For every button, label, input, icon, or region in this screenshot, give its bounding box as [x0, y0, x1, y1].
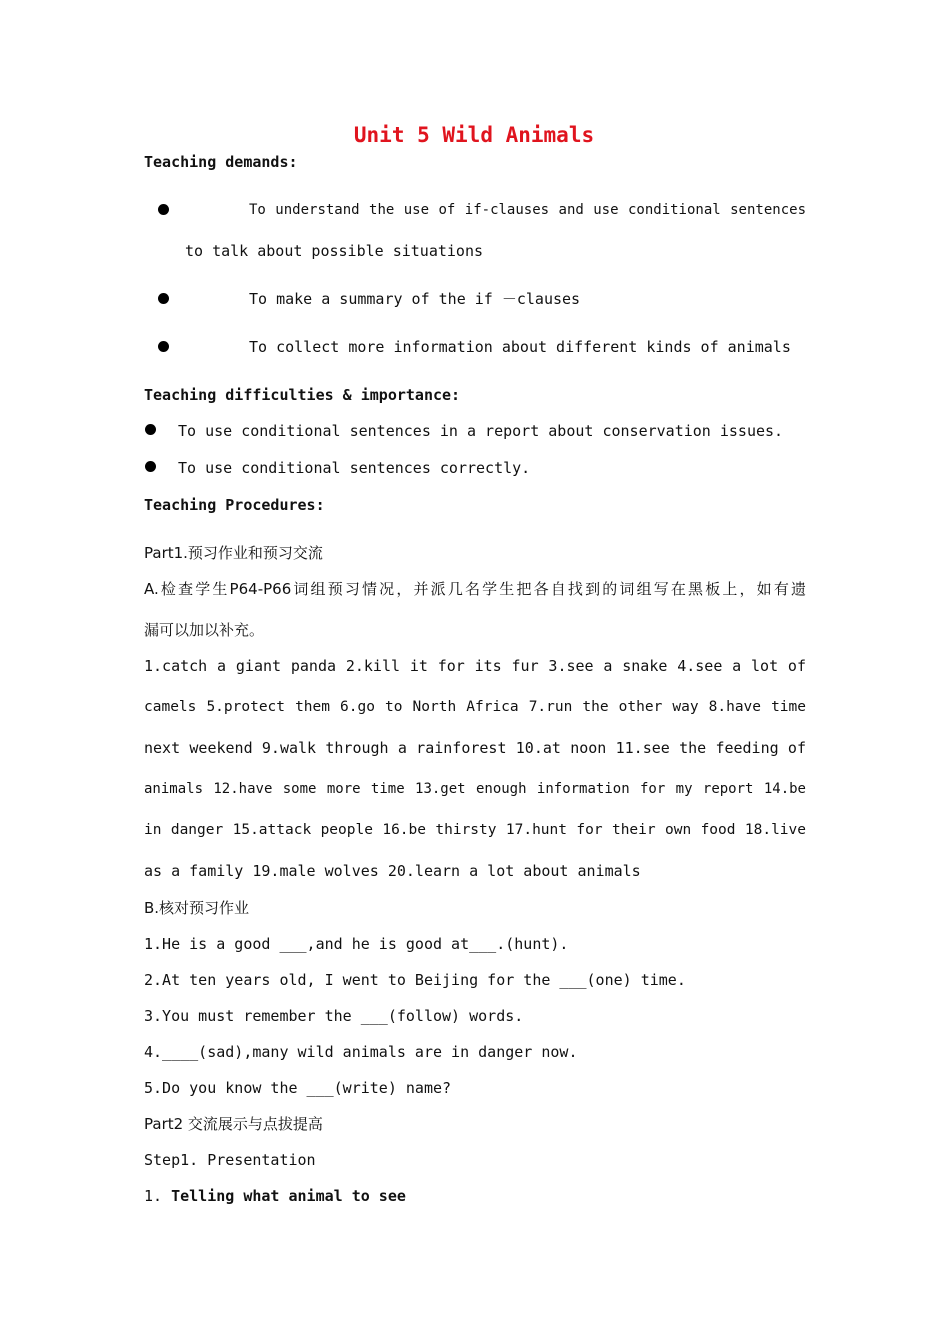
bullet-icon [145, 424, 156, 435]
part1-a-line2: 漏可以加以补充。 [144, 621, 265, 639]
phrase-line-2: camels 5.protect them 6.go to North Africa 7.run the other way 8.have time [144, 699, 806, 715]
teaching-difficulties-heading: Teaching difficulties & importance: [144, 386, 461, 404]
document-title: Unit 5 Wild Animals [353, 123, 595, 147]
demand-item-1-line1: To understand the use of if-clauses and use conditional sentences [249, 202, 806, 218]
demand-item-3: To collect more information about different kinds of animals [249, 338, 791, 356]
step1-heading: Step1. Presentation [144, 1151, 316, 1169]
difficulty-item-2: To use conditional sentences correctly. [178, 459, 531, 477]
demand-item-1-line2: to talk about possible situations [185, 242, 484, 260]
bullet-icon [158, 341, 169, 352]
phrase-line-4: animals 12.have some more time 13.get enough information for my report 14.be [144, 781, 806, 797]
presentation-item-1-text: Telling what animal to see [171, 1187, 406, 1205]
presentation-item-1 [144, 1186, 406, 1206]
phrase-line-6: as a family 19.male wolves 20.learn a lot about animals [144, 862, 641, 880]
exercise-5: 5.Do you know the ___(write) name? [144, 1079, 452, 1097]
part1-heading: Part1.预习作业和预习交流 [144, 544, 323, 562]
exercise-2: 2.At ten years old, I went to Beijing for the ___(one) time. [144, 971, 686, 989]
bullet-icon [158, 204, 169, 215]
difficulty-item-1: To use conditional sentences in a report about conservation issues. [178, 422, 784, 440]
bullet-icon [145, 461, 156, 472]
part1-a-line1: A.检查学生P64-P66词组预习情况，并派几名学生把各自找到的词组写在黑板上，如有遗 [144, 580, 806, 598]
phrase-line-5: in danger 15.attack people 16.be thirsty 17.hunt for their own food 18.live [144, 822, 806, 838]
phrase-line-1: 1.catch a giant panda 2.kill it for its fur 3.see a snake 4.see a lot of [144, 657, 806, 675]
teaching-demands-heading: Teaching demands: [144, 153, 298, 171]
bullet-icon [158, 293, 169, 304]
part2-heading: Part2 交流展示与点拔提高 [144, 1115, 323, 1133]
phrase-line-3: next weekend 9.walk through a rainforest 10.at noon 11.see the feeding of [144, 739, 806, 757]
exercise-1: 1.He is a good ___,and he is good at___.(hunt). [144, 935, 569, 953]
teaching-procedures-heading: Teaching Procedures: [144, 496, 325, 514]
exercise-3: 3.You must remember the ___(follow) words. [144, 1007, 524, 1025]
part1-b-heading: B.核对预习作业 [144, 899, 250, 917]
presentation-item-1-number: 1. [144, 1187, 172, 1205]
exercise-4: 4.____(sad),many wild animals are in danger now. [144, 1043, 578, 1061]
demand-item-2: To make a summary of the if －clauses [249, 290, 581, 308]
